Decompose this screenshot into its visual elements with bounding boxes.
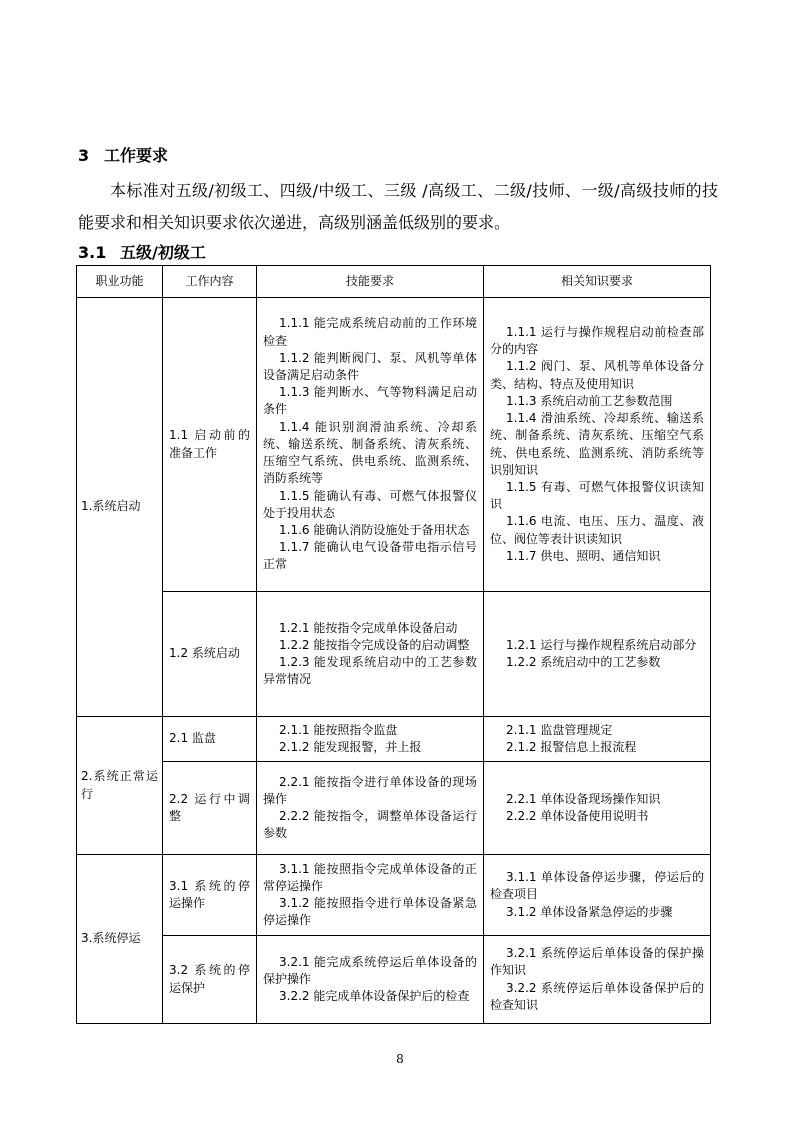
content-cell: 1.1 启动前的准备工作 (163, 298, 257, 592)
skill-item: 1.1.1 能完成系统启动前的工作环境检查 (263, 316, 477, 348)
header-knowledge: 相关知识要求 (484, 266, 711, 298)
knowledge-item: 3.2.1 系统停运后单体设备的保护操作知识 (490, 946, 704, 978)
skill-item: 1.1.4 能识别润滑油系统、冷却系统、输送系统、制备系统、清灰系统、压缩空气系统、供电系统、监测系统、消防系统等 (263, 419, 477, 486)
skill-item: 1.1.5 能确认有毒、可燃气体报警仪处于投用状态 (263, 488, 477, 520)
table-row (77, 762, 711, 855)
knowledge-cell (484, 592, 711, 717)
knowledge-item: 1.2.2 系统启动中的工艺参数 (506, 655, 661, 669)
skill-item: 2.2.1 能按指令进行单体设备的现场操作 (263, 774, 477, 806)
skill-item: 1.1.3 能判断水、气等物料满足启动条件 (263, 385, 477, 417)
table-row (77, 717, 711, 762)
table-row (77, 855, 711, 936)
section-number: 3 (78, 146, 90, 165)
table-row (77, 298, 711, 592)
page-number: 8 (396, 1052, 404, 1066)
knowledge-item: 3.2.2 系统停运后单体设备保护后的检查知识 (490, 980, 704, 1012)
knowledge-item: 1.1.5 有毒、可燃气体报警仪识读知识 (490, 479, 704, 512)
knowledge-item: 1.1.4 滑油系统、冷却系统、输送系统、制备系统、清灰系统、压缩空气系统、供电系统、监测系统、消防系统等识别知识 (490, 411, 704, 477)
subsection-heading (78, 240, 206, 263)
knowledge-item: 1.1.7 供电、照明、通信知识 (506, 548, 661, 563)
content-cell: 2.1 监盘 (163, 717, 257, 762)
knowledge-item: 2.2.1 单体设备现场操作知识 (506, 791, 661, 806)
subsection-number: 3.1 (78, 243, 107, 262)
knowledge-cell (484, 855, 711, 936)
skill-item: 3.2.2 能完成单体设备保护后的检查 (279, 989, 470, 1004)
skill-item: 2.1.1 能按照指令监盘 (279, 722, 398, 737)
skill-cell (257, 717, 484, 762)
header-skill: 技能要求 (257, 266, 484, 298)
header-function: 职业功能 (77, 266, 163, 298)
section-title: 工作要求 (104, 146, 169, 165)
skill-item: 1.2.3 能发现系统启动中的工艺参数异常情况 (263, 655, 477, 687)
skill-item: 3.1.2 能按照指令进行单体设备紧急停运操作 (263, 896, 477, 928)
table-row (77, 592, 711, 717)
skill-cell (257, 762, 484, 855)
knowledge-cell (484, 298, 711, 592)
content-cell: 2.2 运行中调整 (163, 762, 257, 855)
knowledge-item: 3.1.2 单体设备紧急停运的步骤 (506, 904, 673, 919)
knowledge-item: 1.1.2 阀门、泵、风机等单体设备分类、结构、特点及使用知识 (490, 359, 704, 391)
knowledge-item: 3.1.1 单体设备停运步骤，停运后的检查项目 (490, 870, 704, 902)
skill-cell (257, 936, 484, 1024)
skill-item: 1.1.7 能确认电气设备带电指示信号正常 (263, 540, 477, 572)
subsection-title: 五级/初级工 (120, 243, 206, 262)
skill-item: 1.1.6 能确认消防设施处于备用状态 (279, 522, 470, 537)
requirements-table (76, 265, 711, 1024)
skill-cell (257, 298, 484, 592)
function-cell: 1.系统启动 (77, 298, 163, 717)
section-heading (78, 143, 168, 166)
skill-item: 2.2.2 能按指令，调整单体设备运行参数 (263, 809, 477, 841)
table-header-row (77, 266, 711, 298)
function-cell: 3.系统停运 (77, 855, 163, 1024)
content-cell: 3.1 系统的停运操作 (163, 855, 257, 936)
knowledge-item: 2.1.2 报警信息上报流程 (506, 740, 637, 754)
skill-item: 1.2.1 能按指令完成单体设备启动 (279, 620, 458, 635)
content-cell: 1.2 系统启动 (163, 592, 257, 717)
knowledge-item: 1.2.1 运行与操作规程系统启动部分 (506, 637, 697, 652)
knowledge-item: 2.1.1 监盘管理规定 (506, 722, 613, 737)
knowledge-item: 1.1.6 电流、电压、压力、温度、液位、阀位等表计识读知识 (490, 514, 704, 546)
knowledge-cell (484, 762, 711, 855)
intro-paragraph: 本标准对五级/初级工、四级/中级工、三级 /高级工、二级/技师、一级/高级技师的技能要求和相关知识要求依次递进，高级别涵盖低级别的要求。 (78, 181, 718, 232)
skill-cell (257, 592, 484, 717)
skill-item: 3.1.1 能按照指令完成单体设备的正常停运操作 (263, 861, 477, 893)
knowledge-cell (484, 717, 711, 762)
skill-cell (257, 855, 484, 936)
knowledge-item: 1.1.1 运行与操作规程启动前检查部分的内容 (490, 325, 704, 357)
skill-item: 1.2.2 能按指令完成设备的启动调整 (279, 637, 470, 652)
skill-item: 2.1.2 能发现报警，并上报 (279, 740, 422, 754)
header-content: 工作内容 (163, 266, 257, 298)
skill-item: 1.1.2 能判断阀门、泵、风机等单体设备满足启动条件 (263, 350, 477, 383)
knowledge-cell (484, 936, 711, 1024)
knowledge-item: 2.2.2 单体设备使用说明书 (506, 809, 649, 823)
table-row (77, 936, 711, 1024)
skill-item: 3.2.1 能完成系统停运后单体设备的保护操作 (263, 954, 477, 986)
content-cell: 3.2 系统的停运保护 (163, 936, 257, 1024)
function-cell: 2.系统正常运行 (77, 717, 163, 855)
knowledge-item: 1.1.3 系统启动前工艺参数范围 (506, 393, 673, 408)
